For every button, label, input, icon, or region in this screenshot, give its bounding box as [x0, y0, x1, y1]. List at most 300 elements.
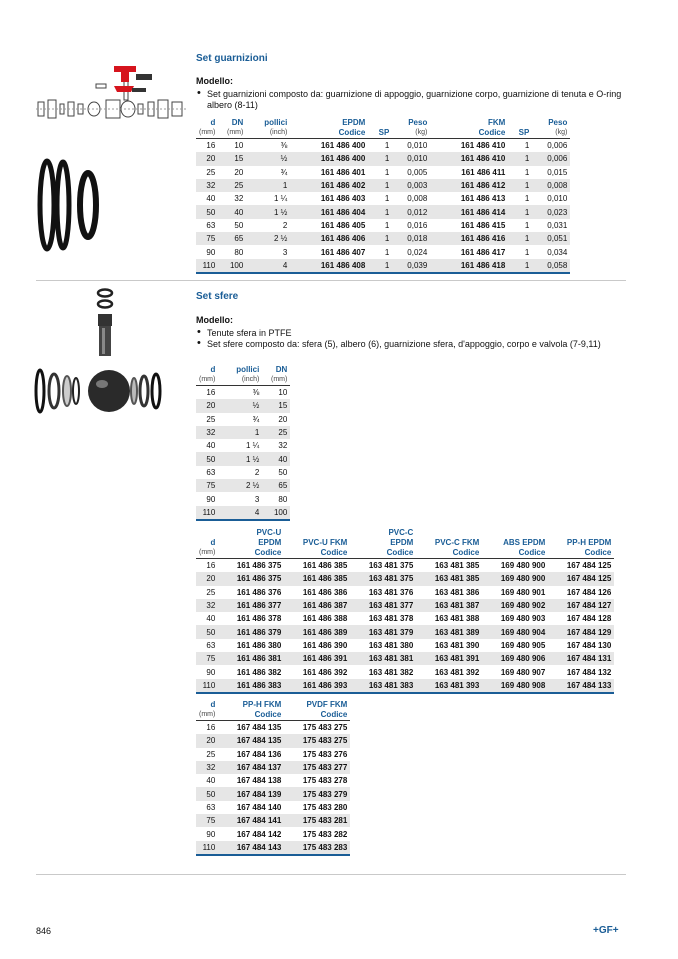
- table-cell: 1: [524, 220, 530, 230]
- table-cell: 161 486 381: [218, 652, 284, 665]
- table-cell: 163 481 388: [434, 614, 480, 624]
- table-cell: 1: [384, 167, 390, 177]
- table-cell: 110: [196, 679, 218, 693]
- table-cell: 167 484 139: [218, 787, 284, 800]
- table-row: [196, 559, 614, 573]
- table-cell: 2: [254, 467, 260, 477]
- table-cell: 0,024: [407, 247, 428, 257]
- table-cell: 163 481 383: [350, 679, 416, 693]
- ball-set-image: [34, 366, 164, 416]
- table-cell: 167 484 133: [548, 679, 614, 693]
- table-cell: 161 486 387: [284, 599, 350, 612]
- table-cell: 0,003: [392, 179, 430, 192]
- table-cell: 15: [262, 399, 290, 412]
- table-cell: 161 486 417: [460, 247, 506, 257]
- table-cell: 1: [384, 141, 390, 151]
- table-cell: 161 486 415: [460, 220, 506, 230]
- table-row: [196, 179, 570, 192]
- column-header: EPDM Codice: [338, 118, 366, 137]
- table-row: [196, 426, 290, 439]
- table-cell: 161 486 410: [460, 141, 506, 151]
- column-header: PP-H FKM Codice: [242, 700, 282, 719]
- column-header: d (mm): [199, 700, 216, 718]
- table-row: [196, 814, 350, 827]
- table-cell: 63: [206, 467, 216, 477]
- column-header: PVDF FKM Codice: [306, 700, 348, 719]
- table-cell: 0,018: [392, 232, 430, 245]
- table-cell: 1: [524, 247, 530, 257]
- table-cell: 163 481 386: [434, 587, 480, 597]
- table-row: [196, 586, 614, 599]
- o-ring-seals-image: [36, 152, 106, 252]
- table-row: [196, 774, 350, 787]
- table-cell: 169 480 901: [500, 587, 546, 597]
- table-cell: 163 481 375: [368, 561, 414, 571]
- table-cell: 2 ½: [218, 479, 262, 492]
- table-cell: 20: [234, 167, 244, 177]
- table-cell: 90: [206, 494, 216, 504]
- table-cell: 20: [196, 734, 218, 747]
- table-cell: 1: [368, 179, 392, 192]
- table-cell: 0,039: [392, 259, 430, 273]
- table-cell: 161 486 400: [290, 152, 368, 165]
- table-cell: 175 483 275: [284, 734, 350, 747]
- table-cell: 16: [206, 561, 216, 571]
- section-divider: [36, 280, 626, 281]
- table-row: [196, 466, 290, 479]
- table-cell: 167 484 129: [548, 625, 614, 638]
- column-header: PVC-U FKM Codice: [302, 538, 348, 557]
- table-cell: 175 483 280: [302, 802, 348, 812]
- table-cell: 3: [282, 247, 288, 257]
- seal-sets-table: [196, 118, 570, 274]
- table-cell: 161 486 406: [290, 232, 368, 245]
- table-cell: 50: [234, 220, 244, 230]
- table-cell: 1 ½: [218, 452, 262, 465]
- table-cell: 167 484 131: [548, 652, 614, 665]
- table-cell: 161 486 392: [302, 667, 348, 677]
- table-row: [196, 192, 570, 205]
- table-cell: 25: [206, 414, 216, 424]
- table-cell: 40: [262, 452, 290, 465]
- table-cell: 167 484 128: [566, 614, 612, 624]
- table-cell: 32: [196, 761, 218, 774]
- table-row: [196, 841, 350, 855]
- table-cell: 167 484 138: [236, 776, 282, 786]
- table-cell: 163 481 380: [368, 640, 414, 650]
- table-cell: 15: [218, 152, 246, 165]
- table-cell: 169 480 902: [482, 599, 548, 612]
- table-row: [196, 439, 290, 452]
- table-row: [196, 219, 570, 232]
- table-cell: 175 483 283: [284, 841, 350, 855]
- table-row: [196, 679, 614, 693]
- table-cell: 167 484 136: [236, 749, 282, 759]
- table-cell: 1: [508, 232, 532, 245]
- table-cell: 163 481 382: [368, 667, 414, 677]
- table-cell: 1: [368, 152, 392, 165]
- table-cell: 0,051: [532, 232, 570, 245]
- table-cell: 100: [262, 506, 290, 520]
- table-cell: 90: [206, 667, 216, 677]
- table-cell: 167 484 142: [236, 829, 282, 839]
- table-cell: 163 481 378: [368, 614, 414, 624]
- table-cell: 161 486 390: [302, 640, 348, 650]
- table-cell: 32: [196, 426, 218, 439]
- table-cell: 1: [246, 179, 290, 192]
- table-cell: 63: [206, 640, 216, 650]
- table-cell: 75: [196, 652, 218, 665]
- ball-sets-code-table: [196, 528, 614, 694]
- table-cell: 169 480 903: [500, 614, 546, 624]
- table-cell: 25: [262, 426, 290, 439]
- table-cell: 167 484 132: [566, 667, 612, 677]
- table-cell: 163 481 392: [434, 667, 480, 677]
- table-row: [196, 232, 570, 245]
- table-cell: 3: [254, 494, 260, 504]
- model-label: Modello:: [196, 76, 233, 86]
- section-divider: [36, 874, 626, 875]
- page-number: 846: [36, 926, 52, 936]
- table-cell: 65: [218, 232, 246, 245]
- table-cell: 1: [508, 152, 532, 165]
- table-cell: 1: [384, 194, 390, 204]
- table-cell: 161 486 418: [430, 259, 508, 273]
- table-cell: 2: [282, 220, 288, 230]
- column-header: FKM Codice: [478, 118, 506, 137]
- table-row: [196, 665, 614, 678]
- table-cell: 1: [508, 205, 532, 218]
- table-cell: 20: [196, 152, 218, 165]
- table-cell: 1: [384, 220, 390, 230]
- table-row: [196, 205, 570, 218]
- table-cell: 161 486 386: [302, 587, 348, 597]
- table-cell: 20: [196, 399, 218, 412]
- table-cell: 175 483 275: [302, 723, 348, 733]
- table-cell: 2 ½: [246, 232, 290, 245]
- table-row: [196, 452, 290, 465]
- table-cell: 163 481 393: [416, 679, 482, 693]
- table-cell: 161 486 408: [290, 259, 368, 273]
- table-cell: 167 484 141: [218, 814, 284, 827]
- table-row: [196, 721, 350, 735]
- table-row: [196, 386, 290, 400]
- column-header: Peso (kg): [548, 118, 568, 136]
- table-cell: 161 486 411: [461, 167, 506, 177]
- table-cell: 163 481 381: [350, 652, 416, 665]
- table-cell: 1: [368, 232, 392, 245]
- table-cell: 161 486 391: [284, 652, 350, 665]
- table-cell: 0,010: [392, 152, 430, 165]
- table-cell: 1: [524, 141, 530, 151]
- table-cell: 161 486 377: [218, 599, 284, 612]
- table-cell: 169 480 900: [482, 572, 548, 585]
- table-cell: 40: [206, 441, 216, 451]
- table-cell: 1 ½: [246, 205, 290, 218]
- table-cell: 0,058: [532, 259, 570, 273]
- table-cell: 163 481 385: [434, 561, 480, 571]
- table-cell: 175 483 279: [284, 787, 350, 800]
- table-cell: 161 486 416: [430, 232, 508, 245]
- table-cell: 0,016: [407, 220, 428, 230]
- table-cell: 90: [206, 247, 216, 257]
- table-row: [196, 787, 350, 800]
- table-cell: 161 486 375: [218, 572, 284, 585]
- table-cell: 161 486 393: [284, 679, 350, 693]
- column-header: SP: [378, 128, 390, 137]
- table-cell: 169 480 904: [482, 625, 548, 638]
- table-cell: 163 481 379: [350, 625, 416, 638]
- table-cell: 161 486 412: [430, 179, 508, 192]
- table-cell: ½: [246, 152, 290, 165]
- table-cell: 0,010: [547, 194, 568, 204]
- table-cell: 167 484 126: [566, 587, 612, 597]
- table-cell: 16: [206, 141, 216, 151]
- table-cell: 161 486 402: [290, 179, 368, 192]
- table-cell: 175 483 277: [284, 761, 350, 774]
- table-cell: 10: [278, 388, 288, 398]
- table-cell: 0,012: [392, 205, 430, 218]
- table-cell: 0,023: [532, 205, 570, 218]
- table-cell: 25: [218, 179, 246, 192]
- table-cell: 10: [234, 141, 244, 151]
- table-cell: 1: [508, 259, 532, 273]
- table-cell: 167 484 140: [236, 802, 282, 812]
- table-cell: 161 486 407: [320, 247, 366, 257]
- table-cell: 0,005: [407, 167, 428, 177]
- column-header: d (mm): [199, 538, 216, 556]
- table-cell: 32: [196, 179, 218, 192]
- table-cell: 169 480 906: [482, 652, 548, 665]
- column-header: pollici (inch): [236, 365, 260, 383]
- table-cell: 1: [384, 247, 390, 257]
- table-row: [196, 245, 570, 258]
- table-cell: 50: [196, 625, 218, 638]
- section-title-set-guarnizioni: Set guarnizioni: [196, 53, 268, 64]
- table-cell: 161 486 385: [284, 572, 350, 585]
- column-header: d (mm): [199, 118, 216, 136]
- table-cell: 161 486 401: [320, 167, 366, 177]
- table-cell: 175 483 278: [302, 776, 348, 786]
- table-cell: 110: [196, 506, 218, 520]
- table-cell: 0,008: [407, 194, 428, 204]
- table-cell: 161 486 376: [236, 587, 282, 597]
- table-cell: 1: [218, 426, 262, 439]
- table-row: [196, 506, 290, 520]
- table-cell: ¾: [252, 414, 260, 424]
- table-cell: 175 483 282: [302, 829, 348, 839]
- table-cell: 161 486 405: [320, 220, 366, 230]
- table-cell: 163 481 375: [350, 572, 416, 585]
- section1-bullets: [196, 89, 626, 111]
- table-cell: 4: [218, 506, 262, 520]
- table-cell: 110: [196, 841, 218, 855]
- section-title-set-sfere: Set sfere: [196, 291, 239, 302]
- table-cell: 163 481 376: [368, 587, 414, 597]
- table-cell: 90: [206, 829, 216, 839]
- table-cell: 161 486 410: [430, 152, 508, 165]
- table-row: [196, 801, 350, 814]
- table-cell: 25: [206, 167, 216, 177]
- table-row: [196, 639, 614, 652]
- table-cell: 0,034: [547, 247, 568, 257]
- column-header: PP-H EPDM Codice: [566, 538, 612, 557]
- table-cell: 163 481 377: [350, 599, 416, 612]
- table-cell: 161 486 383: [218, 679, 284, 693]
- column-header: PVC-C EPDM Codice: [386, 528, 414, 557]
- table-cell: 20: [278, 414, 288, 424]
- table-row: [196, 413, 290, 426]
- table-row: [196, 139, 570, 153]
- table-row: [196, 399, 290, 412]
- table-cell: 167 484 125: [566, 561, 612, 571]
- table-row: [196, 479, 290, 492]
- table-row: [196, 652, 614, 665]
- column-header: DN (mm): [227, 118, 244, 136]
- table-cell: 1: [368, 259, 392, 273]
- table-cell: 169 480 900: [500, 561, 546, 571]
- table-cell: 110: [196, 259, 218, 273]
- ball-sets-code-table-2: [196, 700, 350, 856]
- table-cell: 1: [524, 167, 530, 177]
- table-cell: 175 483 281: [284, 814, 350, 827]
- table-row: [196, 259, 570, 273]
- table-cell: 161 486 404: [290, 205, 368, 218]
- column-header: d (mm): [199, 365, 216, 383]
- table-cell: 40: [218, 205, 246, 218]
- table-cell: 80: [234, 247, 244, 257]
- table-cell: 32: [234, 194, 244, 204]
- table-cell: 0,008: [532, 179, 570, 192]
- table-cell: 161 486 379: [218, 625, 284, 638]
- table-cell: 1: [368, 205, 392, 218]
- table-cell: 75: [196, 232, 218, 245]
- table-cell: 16: [206, 388, 216, 398]
- table-cell: 167 484 135: [236, 723, 282, 733]
- table-cell: 161 486 388: [302, 614, 348, 624]
- column-header: Peso (kg): [408, 118, 428, 136]
- table-cell: 100: [218, 259, 246, 273]
- table-cell: 161 486 378: [236, 614, 282, 624]
- table-cell: ⅜: [252, 388, 260, 398]
- table-cell: 161 486 375: [236, 561, 282, 571]
- table-row: [196, 748, 350, 761]
- table-cell: 161 486 389: [284, 625, 350, 638]
- table-cell: 161 486 400: [320, 141, 366, 151]
- column-header: pollici (inch): [264, 118, 288, 136]
- table-cell: 1: [524, 194, 530, 204]
- table-cell: 50: [196, 452, 218, 465]
- table-cell: 161 486 403: [320, 194, 366, 204]
- table-cell: 163 481 390: [434, 640, 480, 650]
- table-cell: 163 481 387: [416, 599, 482, 612]
- table-row: [196, 572, 614, 585]
- table-row: [196, 827, 350, 840]
- bullet-item: • Set guarnizioni composto da: guarnizione di appoggio, guarnizione corpo, guarnizione di tenuta e O-ring albero (8-11): [196, 89, 626, 111]
- gf-logo: +GF+: [593, 925, 619, 936]
- table-cell: 4: [246, 259, 290, 273]
- table-cell: 169 480 905: [500, 640, 546, 650]
- table-cell: ¾: [280, 167, 288, 177]
- table-row: [196, 492, 290, 505]
- table-cell: 161 486 413: [460, 194, 506, 204]
- table-cell: 167 484 143: [218, 841, 284, 855]
- table-row: [196, 761, 350, 774]
- table-cell: 40: [206, 194, 216, 204]
- table-row: [196, 152, 570, 165]
- table-cell: 161 486 414: [430, 205, 508, 218]
- column-header: PVC-U EPDM Codice: [254, 528, 282, 557]
- table-cell: 175 483 276: [302, 749, 348, 759]
- section2-bullets: [196, 328, 626, 350]
- table-cell: 167 484 135: [218, 734, 284, 747]
- table-row: [196, 625, 614, 638]
- table-cell: 80: [278, 494, 288, 504]
- table-cell: 63: [206, 220, 216, 230]
- table-cell: 167 484 127: [548, 599, 614, 612]
- table-cell: 1: [508, 179, 532, 192]
- ball-sets-size-table: [196, 365, 290, 521]
- table-cell: 0,006: [532, 152, 570, 165]
- table-cell: 63: [206, 802, 216, 812]
- table-cell: 75: [196, 814, 218, 827]
- table-row: [196, 166, 570, 179]
- table-cell: 0,015: [547, 167, 568, 177]
- table-cell: 167 484 130: [566, 640, 612, 650]
- table-cell: 0,010: [407, 141, 428, 151]
- table-cell: 32: [278, 441, 288, 451]
- table-cell: 50: [196, 205, 218, 218]
- table-cell: 50: [196, 787, 218, 800]
- column-header: DN (mm): [271, 365, 288, 383]
- table-cell: 0,006: [547, 141, 568, 151]
- table-cell: 50: [278, 467, 288, 477]
- table-cell: 161 486 385: [302, 561, 348, 571]
- bullet-item: • Tenute sfera in PTFE: [196, 328, 626, 339]
- bullet-item: • Set sfere composto da: sfera (5), albero (6), guarnizione sfera, d'appoggio, corpo e valvola (7-9,11): [196, 339, 626, 350]
- stem-parts-image: [90, 288, 120, 360]
- table-row: [196, 734, 350, 747]
- table-cell: 163 481 391: [416, 652, 482, 665]
- table-cell: 25: [206, 587, 216, 597]
- table-cell: 167 484 137: [218, 761, 284, 774]
- table-cell: 16: [206, 723, 216, 733]
- table-cell: 169 480 907: [500, 667, 546, 677]
- table-cell: 161 486 380: [236, 640, 282, 650]
- table-cell: 1 ¼: [245, 441, 260, 451]
- table-cell: 163 481 385: [416, 572, 482, 585]
- column-header: ABS EPDM Codice: [503, 538, 546, 557]
- table-cell: 0,031: [547, 220, 568, 230]
- valve-exploded-drawing: [36, 60, 186, 140]
- table-row: [196, 599, 614, 612]
- column-header: SP: [518, 128, 530, 137]
- table-cell: ½: [218, 399, 262, 412]
- table-cell: 25: [206, 749, 216, 759]
- table-cell: 40: [206, 776, 216, 786]
- table-cell: 163 481 389: [416, 625, 482, 638]
- column-header: PVC-C FKM Codice: [434, 538, 480, 557]
- table-cell: 1 ¼: [273, 194, 288, 204]
- table-cell: 65: [262, 479, 290, 492]
- model-label: Modello:: [196, 315, 233, 325]
- table-cell: 20: [196, 572, 218, 585]
- table-cell: ⅜: [280, 141, 288, 151]
- table-cell: 32: [196, 599, 218, 612]
- table-cell: 167 484 125: [548, 572, 614, 585]
- table-cell: 161 486 382: [236, 667, 282, 677]
- table-cell: 75: [196, 479, 218, 492]
